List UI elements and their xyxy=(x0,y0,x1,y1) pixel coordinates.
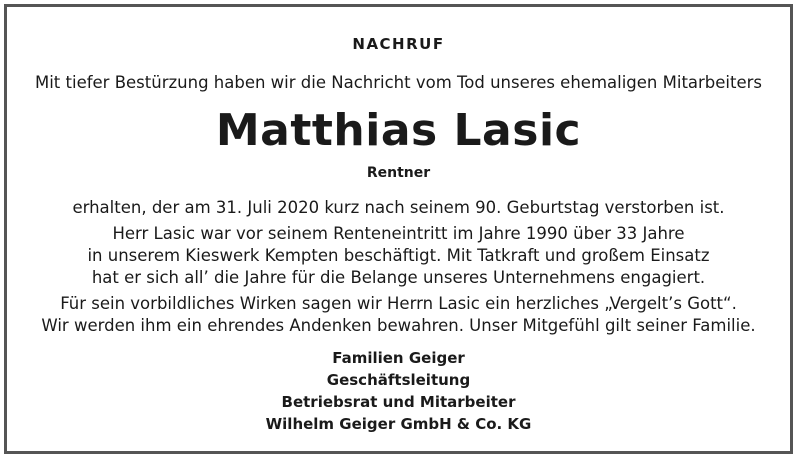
signer-line: Betriebsrat und Mitarbeiter xyxy=(281,393,516,411)
deceased-name: Matthias Lasic xyxy=(215,105,582,156)
obituary-frame xyxy=(4,4,793,454)
signer-line: Geschäftsleitung xyxy=(326,371,471,389)
deceased-role: Rentner xyxy=(366,165,431,181)
signer-line: Wilhelm Geiger GmbH & Co. KG xyxy=(265,415,532,433)
thanks-line: Für sein vorbildliches Wirken sagen wir Herrn Lasic ein herzliches „Vergelt’s Gott“. xyxy=(60,294,737,313)
signer-line: Familien Geiger xyxy=(332,349,465,367)
signers-block xyxy=(7,347,790,435)
career-line: Herr Lasic war vor seinem Renteneintritt im Jahre 1990 über 33 Jahre xyxy=(112,224,685,243)
career-line: hat er sich all’ die Jahre für die Belange unseres Unternehmens engagiert. xyxy=(91,268,706,287)
thanks-line: Wir werden ihm ein ehrendes Andenken bewahren. Unser Mitgefühl gilt seiner Familie. xyxy=(41,316,756,335)
notice-heading: NACHRUF xyxy=(352,35,445,53)
obituary-content xyxy=(7,7,790,451)
paragraph-death-date: erhalten, der am 31. Juli 2020 kurz nach seinem 90. Geburtstag verstorben ist. xyxy=(72,198,725,217)
career-line: in unserem Kieswerk Kempten beschäftigt. Mit Tatkraft und großem Einsatz xyxy=(87,246,710,265)
paragraph-career xyxy=(7,223,790,289)
intro-text: Mit tiefer Bestürzung haben wir die Nachricht vom Tod unseres ehemaligen Mitarbeiters xyxy=(34,73,763,92)
paragraph-thanks xyxy=(7,293,790,337)
